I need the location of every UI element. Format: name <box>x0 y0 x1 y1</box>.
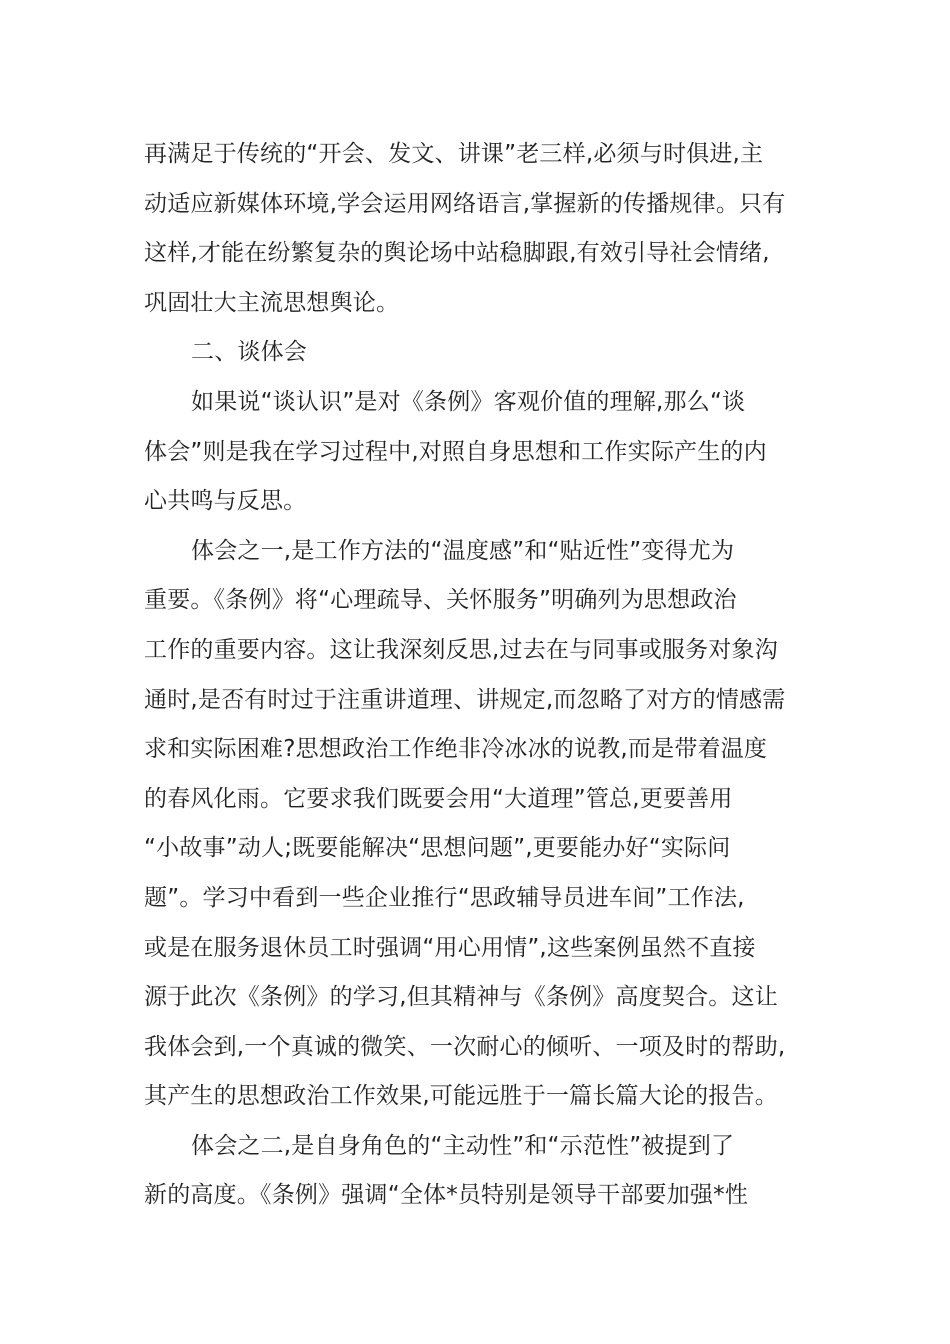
text-line: 源于此次《条例》的学习,但其精神与《条例》高度契合。这让 <box>144 984 778 1011</box>
text-line: 重要。《条例》将“心理疏导、关怀服务”明确列为思想政治 <box>144 587 737 614</box>
text-line: 体会之二,是自身角色的“主动性”和“示范性”被提到了 <box>191 1132 735 1159</box>
text-line: “小故事”动人;既要能解决“思想问题”,更要能办好“实际问 <box>144 835 731 862</box>
text-line: 如果说“谈认识”是对《条例》客观价值的理解,那么“谈 <box>191 388 746 415</box>
text-line: 再满足于传统的“开会、发文、讲课”老三样,必须与时俱进,主 <box>144 141 764 167</box>
text-line: 我体会到,一个真诚的微笑、一次耐心的倾听、一项及时的帮助, <box>144 1033 786 1060</box>
text-line: 心共鸣与反思。 <box>144 488 307 515</box>
text-line: 工作的重要内容。这让我深刻反思,过去在与同事或服务对象沟 <box>144 636 778 663</box>
body-text <box>144 130 824 1221</box>
text-line: 体会之一,是工作方法的“温度感”和“贴近性”变得尤为 <box>191 537 735 564</box>
text-line: 求和实际困难?思想政治工作绝非冷冰冰的说教,而是带着温度 <box>144 736 768 763</box>
text-line: 或是在服务退休员工时强调“用心用情”,这些案例虽然不直接 <box>144 934 756 961</box>
text-line: 通时,是否有时过于注重讲道理、讲规定,而忽略了对方的情感需 <box>144 686 786 713</box>
text-line: 其产生的思想政治工作效果,可能远胜于一篇长篇大论的报告。 <box>144 1083 778 1110</box>
text-line: 这样,才能在纷繁复杂的舆论场中站稳脚跟,有效引导社会情绪, <box>144 240 770 267</box>
text-line: 动适应新媒体环境,学会运用网络语言,掌握新的传播规律。只有 <box>144 190 786 217</box>
text-line: 巩固壮大主流思想舆论。 <box>144 289 400 316</box>
section-heading: 二、谈体会 <box>191 339 307 366</box>
text-line: 的春风化雨。它要求我们既要会用“大道理”管总,更要善用 <box>144 785 733 812</box>
text-line: 题”。学习中看到一些企业推行“思政辅导员进车间”工作法, <box>144 884 745 911</box>
text-line: 新的高度。《条例》强调“全体*员特别是领导干部要加强*性 <box>144 1182 749 1209</box>
text-line: 体会”则是我在学习过程中,对照自身思想和工作实际产生的内 <box>144 438 767 465</box>
